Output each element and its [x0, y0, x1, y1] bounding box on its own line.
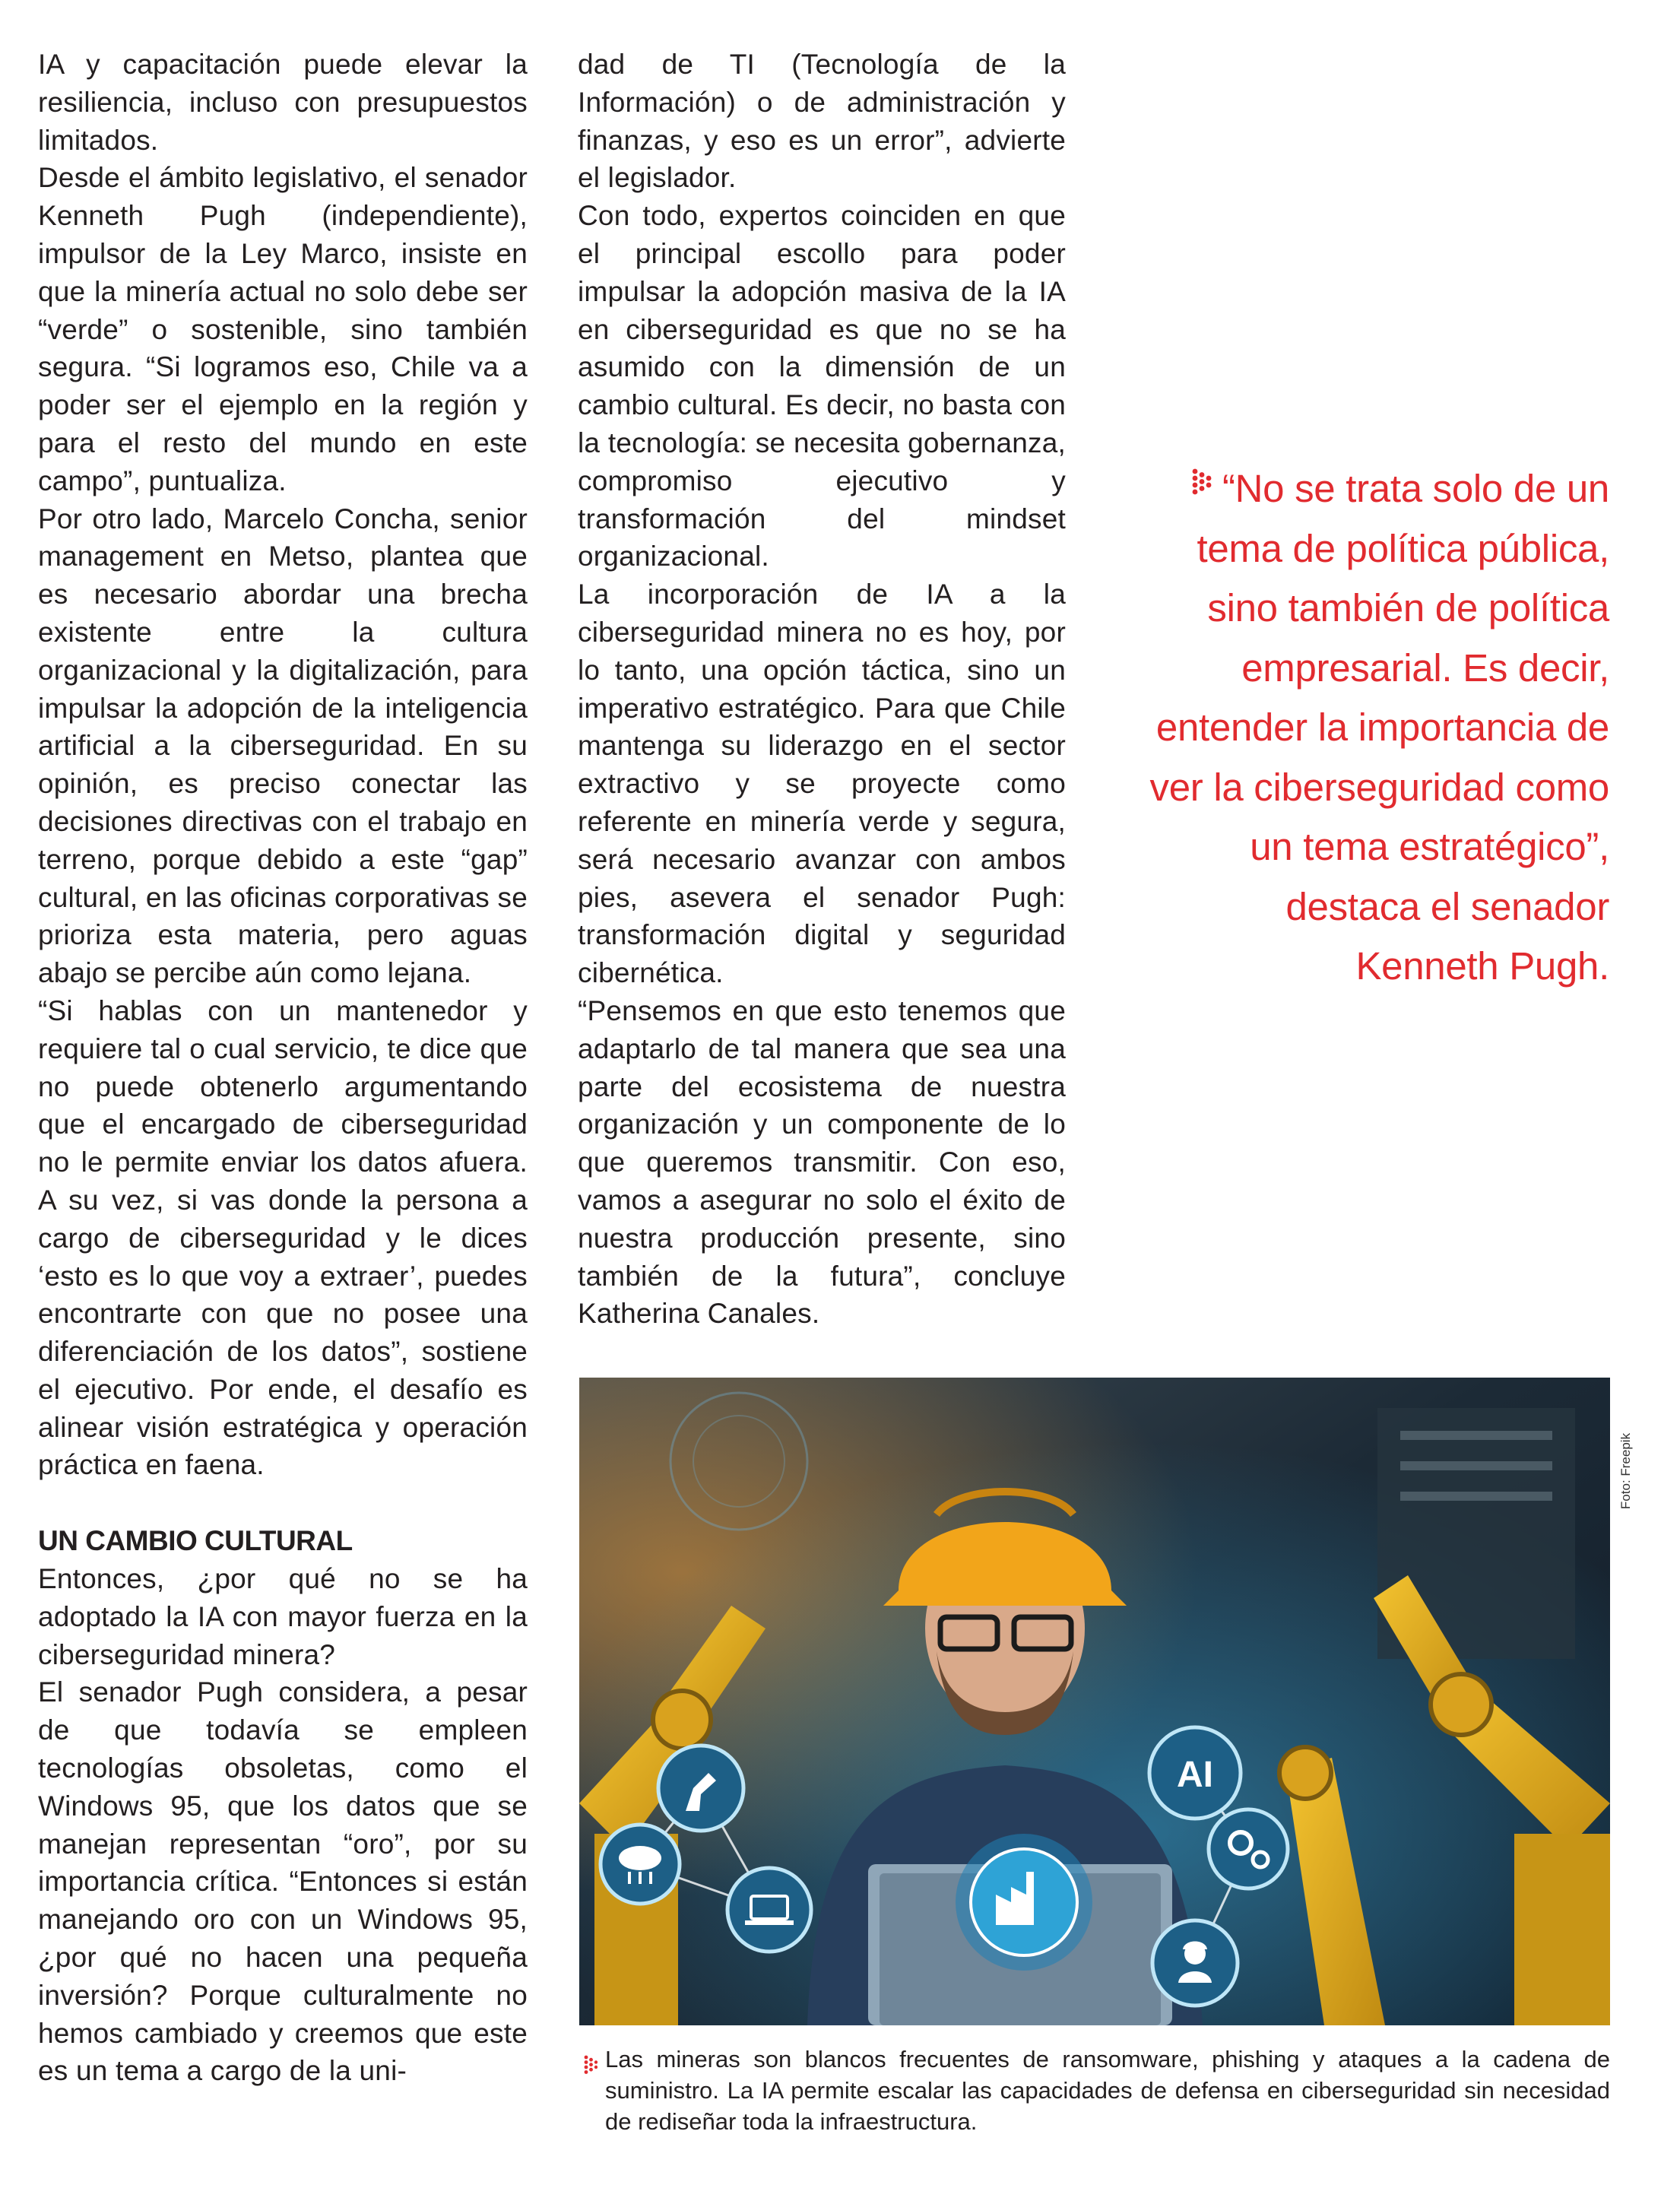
ai-badge-text: AI	[1177, 1755, 1213, 1795]
section-subheading: UN CAMBIO CULTURAL	[38, 1525, 353, 1557]
paragraph: “Si hablas con un mantenedor y requiere tal o cual servicio, te dice que no puede obtenerlo argumentando que el encargado de ciberseguridad no le permite enviar los datos afuera. A su vez, si vas donde la persona a cargo de ciberseguridad y le dices ‘esto es lo que voy a extraer’, puedes encontrarte con que no posee una diferenciación de los datos”, sostiene el ejecutivo. Por ende, el desafío es alinear visión estratégica y operación práctica en faena.	[38, 994, 528, 1481]
pull-quote-text: “No se trata solo de un tema de política pública, sino también de política empresarial. Es decir, entender la importancia de ver la ciberseguridad como un tema estratégico”, destaca el senador Kenneth Pugh.	[1149, 467, 1609, 988]
article-column-1	[38, 46, 528, 2090]
gears-icon	[1209, 1809, 1288, 1888]
paragraph: El senador Pugh considera, a pesar de que todavía se empleen tecnologías obsoletas, como el Windows 95, que los datos que se manejan representan “oro”, por su importancia crítica. “Entonces si están manejando oro con un Windows 95, ¿por qué no hacen una pequeña inversión? Porque culturalmente no hemos cambiado y creemos que este es un tema a cargo de la uni-	[38, 1676, 528, 2087]
cloud-icon	[601, 1825, 680, 1904]
photo-credit: Foto: Freepik	[1618, 1432, 1633, 1510]
paragraph: IA y capacitación puede elevar la resiliencia, incluso con presupuestos limitados.	[38, 49, 528, 156]
paragraph: dad de TI (Tecnología de la Información) o de administración y finanzas, y eso es un error”, advierte el legislador.	[578, 49, 1066, 194]
robot-arm-icon	[658, 1746, 743, 1831]
worker-icon	[1152, 1920, 1238, 2006]
laptop-icon	[727, 1868, 811, 1952]
caption-text: Las mineras son blancos frecuentes de ransomware, phishing y ataques a la cadena de suministro. La IA permite escalar las capacidades de defensa en ciberseguridad sin necesidad de rediseñar toda la infraestructura.	[605, 2046, 1610, 2135]
dot-triangle-icon	[584, 2051, 598, 2082]
paragraph: Por otro lado, Marcelo Concha, senior management en Metso, plantea que es necesario abordar una brecha existente entre la cultura organizacional y la digitalización, para impulsar la adopción de la inteligencia artificial a la ciberseguridad. En su opinión, es preciso conectar las decisiones directivas con el trabajo en terreno, porque debido a este “gap” cultural, en las oficinas corporativas se prioriza esta materia, pero aguas abajo se percibe aún como lejana.	[38, 503, 528, 989]
paragraph: “Pensemos en que esto tenemos que adaptarlo de tal manera que sea una parte del ecosistema de nuestra organización y un componente de lo que queremos transmitir. Con eso, vamos a asegurar no solo el éxito de nuestra producción presente, sino también de la futura”, concluye Katherina Canales.	[578, 994, 1066, 1330]
worker-robot-illustration	[579, 1378, 1610, 2025]
article-column-2	[578, 46, 1066, 1333]
dot-triangle-icon	[1192, 456, 1215, 516]
paragraph: Entonces, ¿por qué no se ha adoptado la IA con mayor fuerza en la ciberseguridad minera?	[38, 1563, 528, 1670]
pull-quote	[1144, 456, 1609, 997]
paragraph: Con todo, expertos coinciden en que el principal escollo para poder impulsar la adopción masiva de la IA en ciberseguridad es que no se ha asumido con la dimensión de un cambio cultural. Es decir, no basta con la tecnología: se necesita gobernanza, compromiso ejecutivo y transformación del mindset organizacional.	[578, 200, 1066, 572]
ai-icon	[1149, 1727, 1241, 1819]
article-photo	[579, 1378, 1610, 2025]
photo-caption	[584, 2044, 1610, 2137]
paragraph: Desde el ámbito legislativo, el senador Kenneth Pugh (independiente), impulsor de la Ley Marco, insiste en que la minería actual no solo debe ser “verde” o sostenible, sino también segura. “Si logramos eso, Chile va a poder ser el ejemplo en la región y para el resto del mundo en este campo”, puntualiza.	[38, 162, 528, 496]
paragraph: La incorporación de IA a la ciberseguridad minera no es hoy, por lo tanto, una opción táctica, sino un imperativo estratégico. Para que Chile mantenga su liderazgo en el sector extractivo y se proyecte como referente en minería verde y segura, será necesario avanzar con ambos pies, asevera el senador Pugh: transformación digital y seguridad cibernética.	[578, 579, 1066, 989]
